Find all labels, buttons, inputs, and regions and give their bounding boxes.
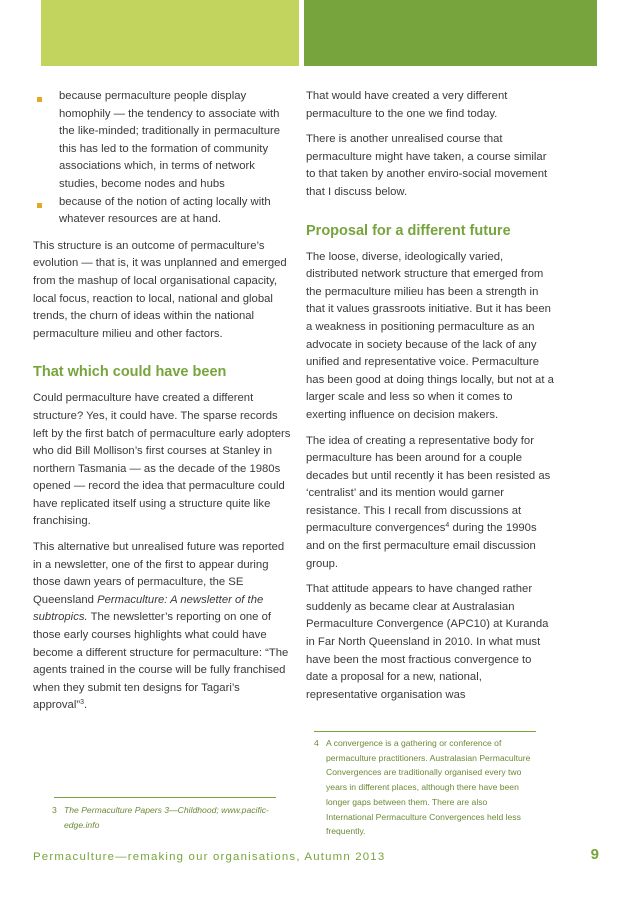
paragraph bbox=[33, 539, 291, 715]
paragraph-text: This alternative but unrealised future was reported in a newsletter, one of the first to appear during those dawn years of permaculture, the SE Queensland bbox=[33, 541, 285, 606]
footer-title: Permaculture—remaking our organisations, Autumn 2013 bbox=[33, 851, 386, 863]
list-item: because permaculture people display homophily — the tendency to associate with the like-minded; traditionally in permaculture this has led to the formation of community associations which, in terms of network studies, become nodes and hubs bbox=[33, 88, 291, 194]
section-heading: Proposal for a different future bbox=[306, 222, 511, 239]
bullet-list bbox=[33, 88, 291, 229]
paragraph-text: The newsletter’s reporting on one of those early courses highlights what could have become a different structure for permaculture: “The agents trained in the course will be fully franchised when they submit ten designs for Tagari’s approval” bbox=[33, 611, 289, 712]
footnote-text: A convergence is a gathering or conference of permaculture practitioners. Australasian Permaculture Convergences are traditionally organised every two years in different places, although there have been longer gaps between them. There are also International Permaculture Convergences held less frequently. bbox=[326, 738, 531, 837]
section-heading: That which could have been bbox=[33, 364, 227, 381]
left-column bbox=[33, 88, 291, 723]
footnote-number: 4 bbox=[314, 738, 319, 748]
list-item: because of the notion of acting locally with whatever resources are at hand. bbox=[33, 194, 291, 229]
paragraph: That attitude appears to have changed rather suddenly as became clear at Australasian Permaculture Convergence (APC10) at Kuranda in Far North Queensland in 2010. In what must have been the most fractious convergence to date a proposal for a new, national, representative organisation was bbox=[306, 583, 549, 701]
paragraph: That would have created a very different permaculture to the one we find today. bbox=[306, 90, 508, 120]
footnote-divider bbox=[54, 797, 276, 798]
footnote-ref[interactable]: 4 bbox=[445, 522, 450, 530]
page-number: 9 bbox=[590, 846, 599, 863]
footnote bbox=[314, 736, 536, 839]
right-column bbox=[306, 88, 554, 712]
header-bar-light bbox=[41, 0, 299, 66]
footnote-divider bbox=[314, 731, 536, 732]
paragraph: The loose, diverse, ideologically varied, distributed network structure that emerged from the permaculture milieu has been a strength in that it values grassroots initiative. But it has been a weakness in positioning permaculture as an advocate in society because of the lack of any unified and representative voice. Permaculture has been good at doing things locally, but not at a larger scale and less so when it comes to exerting influence on decision makers. bbox=[306, 250, 554, 421]
paragraph-text: The idea of creating a representative body for permaculture has been around for a couple decades but until recently it has been resisted as ‘centralist’ and its mention would garner resistance. This I recall from discussions at permaculture convergences bbox=[306, 434, 551, 535]
footnote-number: 3 bbox=[52, 805, 57, 815]
footnote bbox=[52, 803, 280, 832]
footnote-ref[interactable]: 3 bbox=[80, 699, 85, 707]
paragraph bbox=[306, 433, 554, 574]
footnote-text: The Permaculture Papers 3—Childhood; www.pacific-edge.info bbox=[64, 805, 269, 830]
paragraph-text: . bbox=[84, 699, 88, 712]
paragraph: There is another unrealised course that permaculture might have taken, a course similar to that taken by another enviro-social movement that I discuss below. bbox=[306, 133, 548, 198]
newsletter-title: Permaculture: A newsletter of the subtropics. bbox=[33, 593, 264, 624]
header-bar-dark bbox=[304, 0, 597, 66]
paragraph: Could permaculture have created a different structure? Yes, it could have. The sparse records left by the first batch of permaculture early adopters who did Bill Mollison’s first courses at Stanley in northern Tasmania — as the decade of the 1980s opened — record the idea that permaculture could have replicated itself using a structure quite like franchising. bbox=[33, 392, 291, 528]
paragraph: This structure is an outcome of permaculture’s evolution — that is, it was unplanned and emerged from the mashup of local organisational capacity, local focus, reaction to local, national and global trends, the churn of ideas within the national permaculture milieu and other factors. bbox=[33, 239, 287, 340]
paragraph-text: during the 1990s and on the first permaculture email discussion group. bbox=[306, 522, 537, 570]
